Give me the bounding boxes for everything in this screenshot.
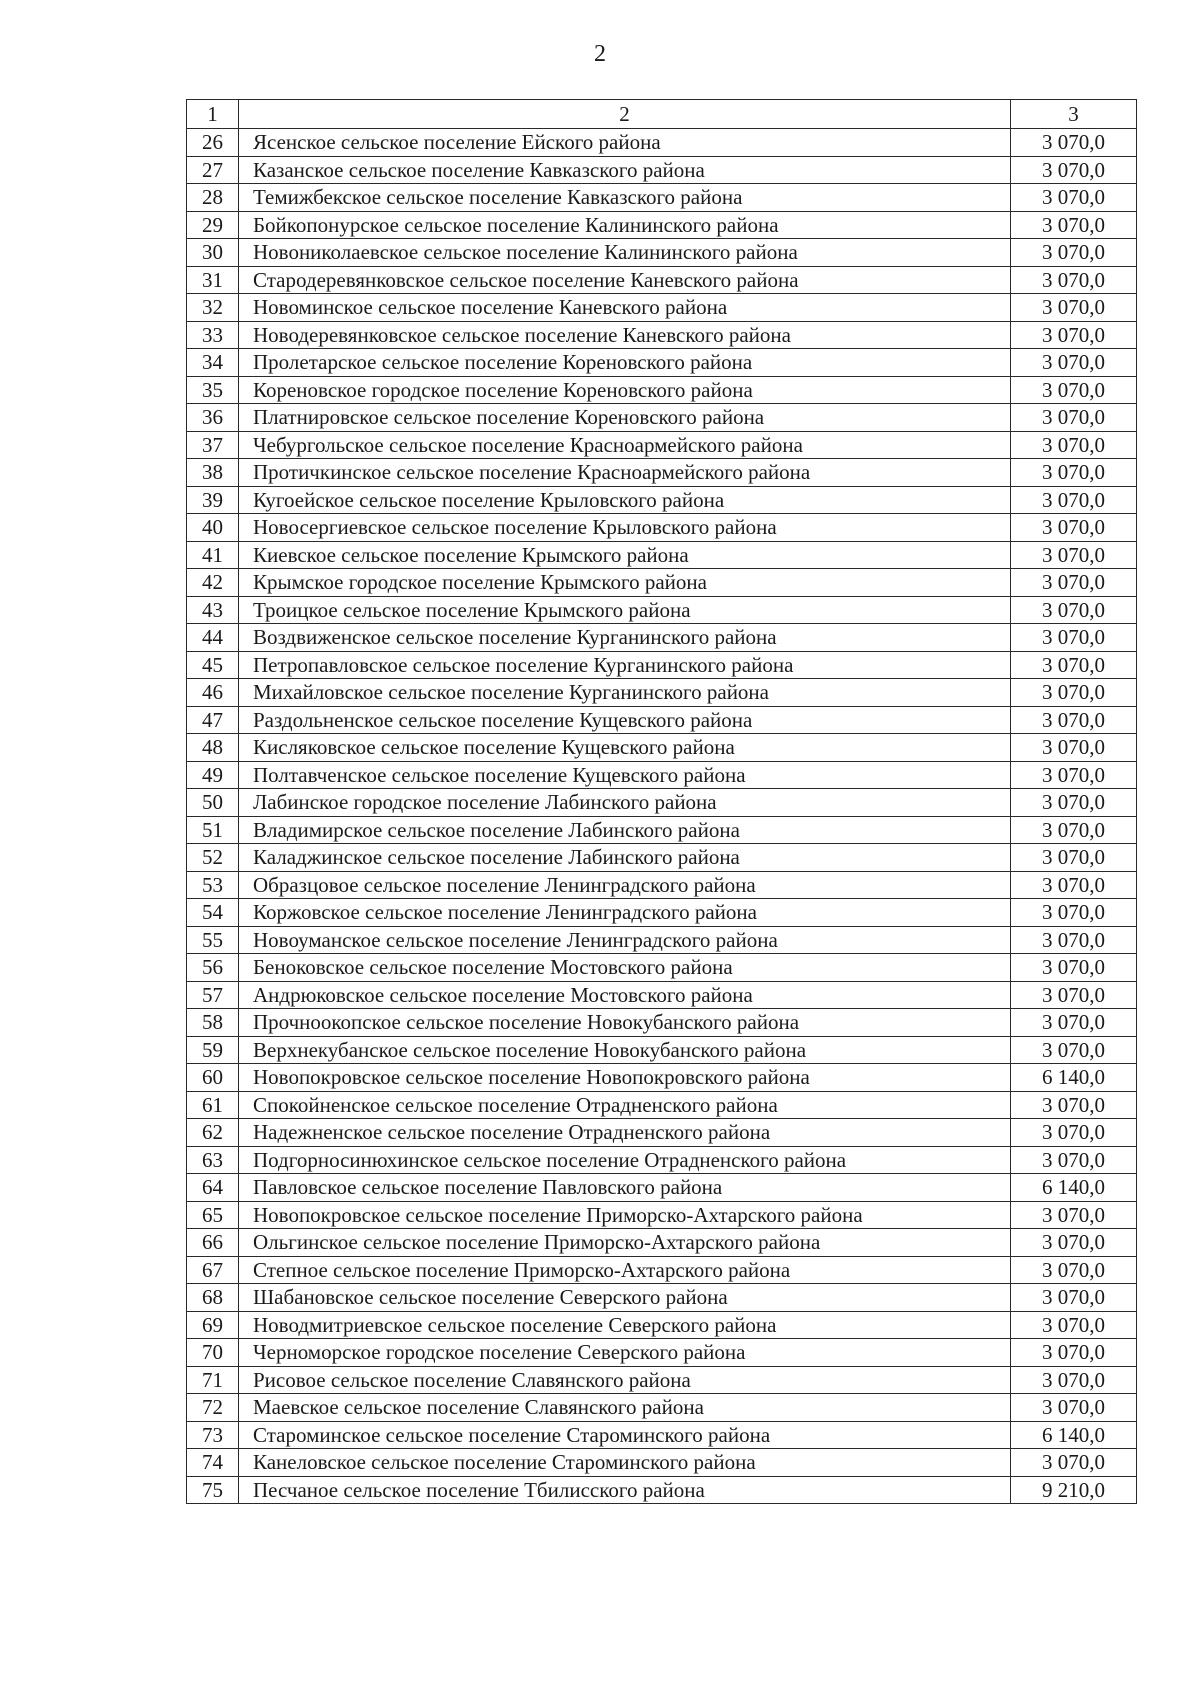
row-number: 66	[187, 1229, 239, 1257]
allocation-amount: 3 070,0	[1011, 541, 1137, 569]
settlement-name: Новопокровское сельское поселение Новопокровского района	[239, 1064, 1011, 1092]
allocation-amount: 3 070,0	[1011, 954, 1137, 982]
allocation-amount: 3 070,0	[1011, 431, 1137, 459]
settlement-name: Андрюковское сельское поселение Мостовского района	[239, 981, 1011, 1009]
table-row	[187, 871, 1137, 899]
allocation-amount: 3 070,0	[1011, 1119, 1137, 1147]
allocation-amount: 3 070,0	[1011, 1146, 1137, 1174]
row-number: 27	[187, 156, 239, 184]
settlement-name: Пролетарское сельское поселение Кореновского района	[239, 349, 1011, 377]
table-row	[187, 266, 1137, 294]
settlement-name: Владимирское сельское поселение Лабинского района	[239, 816, 1011, 844]
allocation-amount: 3 070,0	[1011, 1229, 1137, 1257]
table-row	[187, 321, 1137, 349]
row-number: 35	[187, 376, 239, 404]
allocation-amount: 3 070,0	[1011, 1394, 1137, 1422]
table-row	[187, 624, 1137, 652]
table-row	[187, 926, 1137, 954]
table-row	[187, 1339, 1137, 1367]
settlement-name: Беноковское сельское поселение Мостовского района	[239, 954, 1011, 982]
row-number: 45	[187, 651, 239, 679]
table-row	[187, 651, 1137, 679]
settlement-name: Коржовское сельское поселение Ленинградского района	[239, 899, 1011, 927]
table-row	[187, 1421, 1137, 1449]
allocation-amount: 3 070,0	[1011, 514, 1137, 542]
allocation-amount: 3 070,0	[1011, 789, 1137, 817]
row-number: 71	[187, 1366, 239, 1394]
allocation-amount: 3 070,0	[1011, 706, 1137, 734]
table-row	[187, 789, 1137, 817]
settlement-name: Казанское сельское поселение Кавказского района	[239, 156, 1011, 184]
allocation-amount: 3 070,0	[1011, 761, 1137, 789]
table-row	[187, 596, 1137, 624]
row-number: 54	[187, 899, 239, 927]
table-row	[187, 569, 1137, 597]
row-number: 56	[187, 954, 239, 982]
settlement-name: Воздвиженское сельское поселение Курганинского района	[239, 624, 1011, 652]
allocation-amount: 3 070,0	[1011, 184, 1137, 212]
settlement-name: Павловское сельское поселение Павловского района	[239, 1174, 1011, 1202]
row-number: 62	[187, 1119, 239, 1147]
settlement-name: Протичкинское сельское поселение Красноармейского района	[239, 459, 1011, 487]
allocation-amount: 3 070,0	[1011, 239, 1137, 267]
allocation-amount: 6 140,0	[1011, 1064, 1137, 1092]
allocation-amount: 3 070,0	[1011, 734, 1137, 762]
table-header	[187, 100, 1137, 129]
row-number: 34	[187, 349, 239, 377]
row-number: 57	[187, 981, 239, 1009]
table-row	[187, 1394, 1137, 1422]
table-row	[187, 816, 1137, 844]
table-row	[187, 294, 1137, 322]
row-number: 69	[187, 1311, 239, 1339]
table-row	[187, 156, 1137, 184]
table-row	[187, 1174, 1137, 1202]
settlement-name: Черноморское городское поселение Северского района	[239, 1339, 1011, 1367]
page-number: 2	[594, 41, 606, 67]
row-number: 43	[187, 596, 239, 624]
row-number: 28	[187, 184, 239, 212]
table-row	[187, 184, 1137, 212]
allocation-amount: 3 070,0	[1011, 816, 1137, 844]
row-number: 44	[187, 624, 239, 652]
row-number: 31	[187, 266, 239, 294]
table-row	[187, 514, 1137, 542]
row-number: 46	[187, 679, 239, 707]
table-row	[187, 1449, 1137, 1477]
settlement-name: Новодмитриевское сельское поселение Северского района	[239, 1311, 1011, 1339]
table-row	[187, 431, 1137, 459]
row-number: 50	[187, 789, 239, 817]
settlement-name: Лабинское городское поселение Лабинского района	[239, 789, 1011, 817]
settlement-name: Новоуманское сельское поселение Ленинградского района	[239, 926, 1011, 954]
allocation-amount: 6 140,0	[1011, 1421, 1137, 1449]
allocation-amount: 3 070,0	[1011, 569, 1137, 597]
row-number: 70	[187, 1339, 239, 1367]
row-number: 40	[187, 514, 239, 542]
allocation-amount: 3 070,0	[1011, 844, 1137, 872]
row-number: 52	[187, 844, 239, 872]
row-number: 42	[187, 569, 239, 597]
allocation-amount: 3 070,0	[1011, 376, 1137, 404]
allocation-amount: 3 070,0	[1011, 926, 1137, 954]
settlement-name: Михайловское сельское поселение Курганинского района	[239, 679, 1011, 707]
allocation-table	[186, 99, 1137, 1504]
table-row	[187, 706, 1137, 734]
settlement-name: Ясенское сельское поселение Ейского района	[239, 129, 1011, 157]
settlement-name: Маевское сельское поселение Славянского района	[239, 1394, 1011, 1422]
row-number: 65	[187, 1201, 239, 1229]
allocation-amount: 3 070,0	[1011, 981, 1137, 1009]
table-row	[187, 679, 1137, 707]
row-number: 72	[187, 1394, 239, 1422]
table-row	[187, 1311, 1137, 1339]
row-number: 47	[187, 706, 239, 734]
allocation-amount: 3 070,0	[1011, 1036, 1137, 1064]
row-number: 68	[187, 1284, 239, 1312]
allocation-amount: 3 070,0	[1011, 679, 1137, 707]
row-number: 60	[187, 1064, 239, 1092]
row-number: 39	[187, 486, 239, 514]
table-row	[187, 239, 1137, 267]
table-row	[187, 129, 1137, 157]
allocation-amount: 3 070,0	[1011, 1311, 1137, 1339]
row-number: 74	[187, 1449, 239, 1477]
row-number: 32	[187, 294, 239, 322]
settlement-name: Подгорносинюхинское сельское поселение Отрадненского района	[239, 1146, 1011, 1174]
allocation-amount: 3 070,0	[1011, 1284, 1137, 1312]
settlement-name: Образцовое сельское поселение Ленинградского района	[239, 871, 1011, 899]
settlement-name: Ольгинское сельское поселение Приморско-Ахтарского района	[239, 1229, 1011, 1257]
table-row	[187, 1119, 1137, 1147]
allocation-amount: 3 070,0	[1011, 486, 1137, 514]
settlement-name: Киевское сельское поселение Крымского района	[239, 541, 1011, 569]
table-row	[187, 1146, 1137, 1174]
allocation-amount: 3 070,0	[1011, 349, 1137, 377]
settlement-name: Троицкое сельское поселение Крымского района	[239, 596, 1011, 624]
table-row	[187, 349, 1137, 377]
row-number: 73	[187, 1421, 239, 1449]
allocation-amount: 3 070,0	[1011, 211, 1137, 239]
settlement-name: Спокойненское сельское поселение Отрадненского района	[239, 1091, 1011, 1119]
settlement-name: Новопокровское сельское поселение Приморско-Ахтарского района	[239, 1201, 1011, 1229]
table-row	[187, 486, 1137, 514]
row-number: 55	[187, 926, 239, 954]
column-header-name: 2	[239, 100, 1011, 129]
allocation-amount: 3 070,0	[1011, 294, 1137, 322]
settlement-name: Стародеревянковское сельское поселение Каневского района	[239, 266, 1011, 294]
table-row	[187, 1476, 1137, 1504]
settlement-name: Надежненское сельское поселение Отрадненского района	[239, 1119, 1011, 1147]
table-row	[187, 541, 1137, 569]
settlement-name: Платнировское сельское поселение Кореновского района	[239, 404, 1011, 432]
settlement-name: Канеловское сельское поселение Староминского района	[239, 1449, 1011, 1477]
settlement-name: Новодеревянковское сельское поселение Каневского района	[239, 321, 1011, 349]
allocation-amount: 3 070,0	[1011, 1091, 1137, 1119]
allocation-amount: 9 210,0	[1011, 1476, 1137, 1504]
allocation-amount: 6 140,0	[1011, 1174, 1137, 1202]
settlement-name: Темижбекское сельское поселение Кавказского района	[239, 184, 1011, 212]
settlement-name: Рисовое сельское поселение Славянского района	[239, 1366, 1011, 1394]
row-number: 58	[187, 1009, 239, 1037]
allocation-amount: 3 070,0	[1011, 1201, 1137, 1229]
settlement-name: Бойкопонурское сельское поселение Калининского района	[239, 211, 1011, 239]
table-row	[187, 404, 1137, 432]
row-number: 61	[187, 1091, 239, 1119]
table-row	[187, 981, 1137, 1009]
allocation-amount: 3 070,0	[1011, 624, 1137, 652]
table-row	[187, 844, 1137, 872]
row-number: 33	[187, 321, 239, 349]
row-number: 67	[187, 1256, 239, 1284]
table-row	[187, 761, 1137, 789]
row-number: 41	[187, 541, 239, 569]
row-number: 36	[187, 404, 239, 432]
settlement-name: Новосергиевское сельское поселение Крыловского района	[239, 514, 1011, 542]
settlement-name: Чебургольское сельское поселение Красноармейского района	[239, 431, 1011, 459]
allocation-amount: 3 070,0	[1011, 266, 1137, 294]
row-number: 30	[187, 239, 239, 267]
table-row	[187, 1009, 1137, 1037]
settlement-name: Староминское сельское поселение Староминского района	[239, 1421, 1011, 1449]
allocation-amount: 3 070,0	[1011, 1009, 1137, 1037]
table-row	[187, 376, 1137, 404]
row-number: 64	[187, 1174, 239, 1202]
row-number: 49	[187, 761, 239, 789]
allocation-amount: 3 070,0	[1011, 129, 1137, 157]
table-row	[187, 1229, 1137, 1257]
row-number: 38	[187, 459, 239, 487]
allocation-amount: 3 070,0	[1011, 1339, 1137, 1367]
column-header-amount: 3	[1011, 100, 1137, 129]
row-number: 29	[187, 211, 239, 239]
allocation-amount: 3 070,0	[1011, 321, 1137, 349]
table-body	[187, 129, 1137, 1504]
table-row	[187, 1284, 1137, 1312]
allocation-amount: 3 070,0	[1011, 156, 1137, 184]
table-row	[187, 1366, 1137, 1394]
allocation-amount: 3 070,0	[1011, 404, 1137, 432]
settlement-name: Крымское городское поселение Крымского района	[239, 569, 1011, 597]
settlement-name: Новониколаевское сельское поселение Калининского района	[239, 239, 1011, 267]
allocation-amount: 3 070,0	[1011, 651, 1137, 679]
row-number: 51	[187, 816, 239, 844]
table-row	[187, 1256, 1137, 1284]
row-number: 63	[187, 1146, 239, 1174]
allocation-amount: 3 070,0	[1011, 1449, 1137, 1477]
settlement-name: Полтавченское сельское поселение Кущевского района	[239, 761, 1011, 789]
row-number: 26	[187, 129, 239, 157]
row-number: 48	[187, 734, 239, 762]
settlement-name: Каладжинское сельское поселение Лабинского района	[239, 844, 1011, 872]
table-row	[187, 211, 1137, 239]
table-row	[187, 1091, 1137, 1119]
allocation-amount: 3 070,0	[1011, 1256, 1137, 1284]
settlement-name: Кореновское городское поселение Кореновского района	[239, 376, 1011, 404]
allocation-amount: 3 070,0	[1011, 596, 1137, 624]
allocation-amount: 3 070,0	[1011, 459, 1137, 487]
settlement-name: Шабановское сельское поселение Северского района	[239, 1284, 1011, 1312]
settlement-name: Степное сельское поселение Приморско-Ахтарского района	[239, 1256, 1011, 1284]
row-number: 53	[187, 871, 239, 899]
allocation-amount: 3 070,0	[1011, 899, 1137, 927]
settlement-name: Прочноокопское сельское поселение Новокубанского района	[239, 1009, 1011, 1037]
row-number: 37	[187, 431, 239, 459]
settlement-name: Раздольненское сельское поселение Кущевского района	[239, 706, 1011, 734]
header-row	[187, 100, 1137, 129]
settlement-name: Песчаное сельское поселение Тбилисского района	[239, 1476, 1011, 1504]
settlement-name: Петропавловское сельское поселение Курганинского района	[239, 651, 1011, 679]
table-row	[187, 899, 1137, 927]
settlement-name: Кисляковское сельское поселение Кущевского района	[239, 734, 1011, 762]
settlement-name: Верхнекубанское сельское поселение Новокубанского района	[239, 1036, 1011, 1064]
row-number: 59	[187, 1036, 239, 1064]
row-number: 75	[187, 1476, 239, 1504]
table-row	[187, 459, 1137, 487]
table-row	[187, 734, 1137, 762]
table-row	[187, 1201, 1137, 1229]
table-row	[187, 1064, 1137, 1092]
settlement-name: Кугоейское сельское поселение Крыловского района	[239, 486, 1011, 514]
settlement-name: Новоминское сельское поселение Каневского района	[239, 294, 1011, 322]
table-row	[187, 954, 1137, 982]
table-row	[187, 1036, 1137, 1064]
column-header-number: 1	[187, 100, 239, 129]
allocation-amount: 3 070,0	[1011, 1366, 1137, 1394]
allocation-amount: 3 070,0	[1011, 871, 1137, 899]
